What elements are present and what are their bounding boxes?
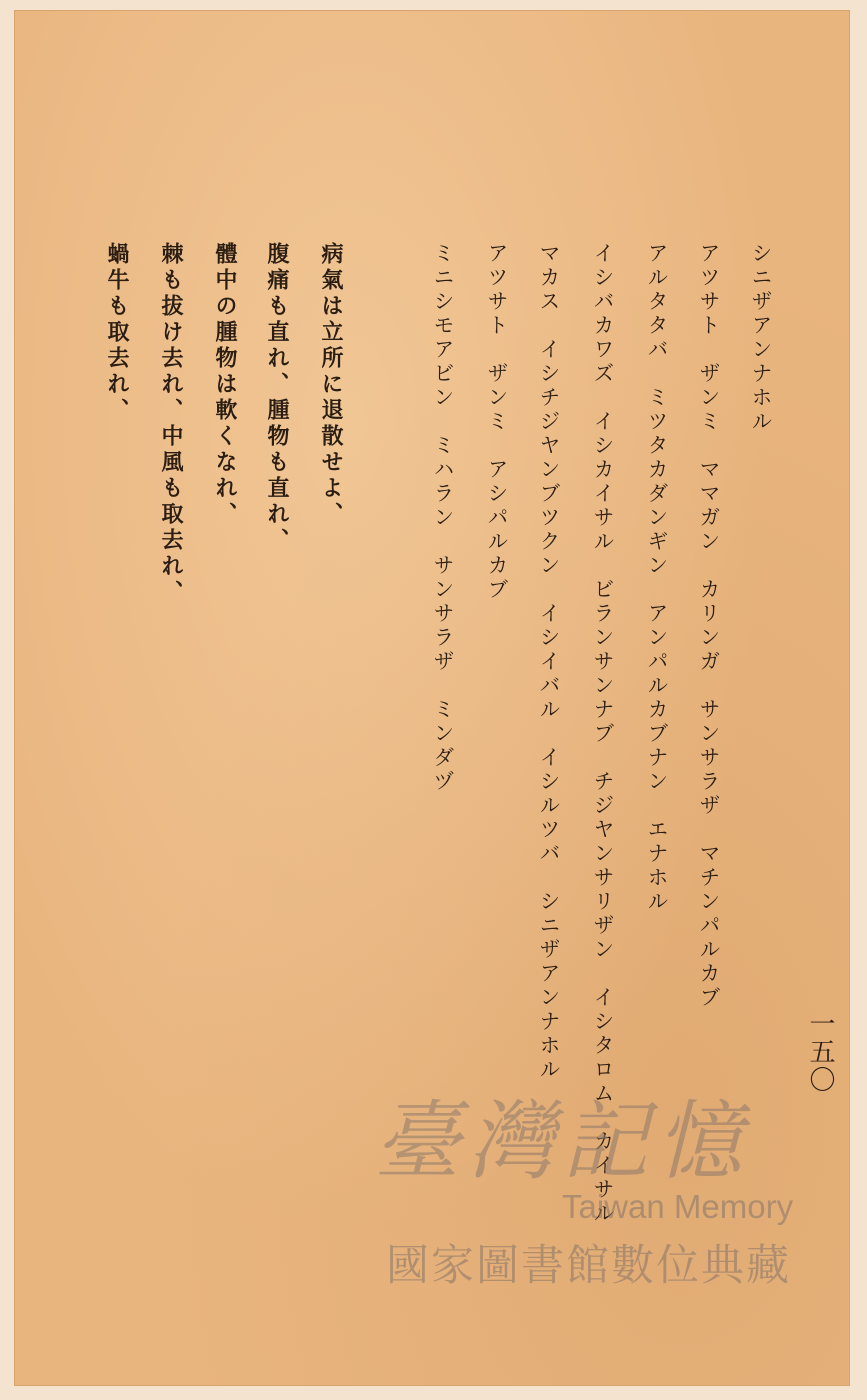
- chant-line-4: イシバカワズ イシカイサル ビランサンナブ チジヤンサリザン イシタロム カイサル: [591, 242, 615, 1226]
- prose-line-1: 病氣は立所に退散せよ、: [318, 242, 344, 528]
- page: [14, 10, 850, 1386]
- chant-line-5: マカス イシチジヤンブツクン イシイバル イシルツバ シニザアンナホル: [537, 242, 561, 1082]
- watermark-logo: 臺灣記憶: [374, 1092, 750, 1192]
- prose-line-4: 棘も拔け去れ、中風も取去れ、: [158, 242, 184, 606]
- prose-line-3: 體中の腫物は軟くなれ、: [212, 242, 238, 528]
- prose-line-2: 腹痛も直れ、腫物も直れ、: [264, 242, 290, 554]
- watermark-english: Taiwan Memory: [562, 1188, 794, 1225]
- chant-line-3: アルタタバ ミツタカダンギン アンパルカブナン エナホル: [645, 242, 669, 914]
- prose-line-5: 蝸牛も取去れ、: [104, 242, 130, 424]
- page-number: 一五〇: [805, 1010, 835, 1094]
- chant-line-1: シニザアンナホル: [749, 242, 773, 434]
- chant-line-2: アツサト ザンミ ママガン カリンガ サンサラザ マチンパルカブ: [697, 242, 721, 1010]
- chant-line-7: ミニシモアビン ミハラン サンサラザ ミンダヅ: [431, 242, 455, 794]
- watermark-chinese: 國家圖書館數位典藏: [386, 1242, 791, 1290]
- chant-line-6: アツサト ザンミ アシパルカブ: [485, 242, 509, 602]
